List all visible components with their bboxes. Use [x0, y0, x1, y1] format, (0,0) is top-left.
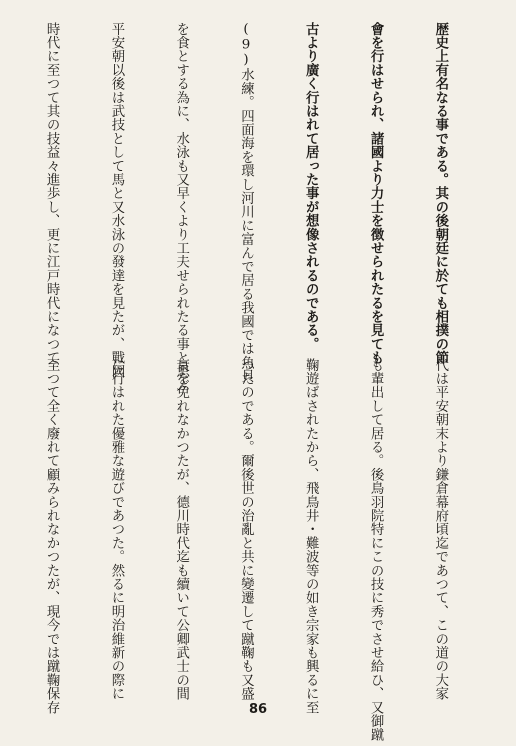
text-column: 古より廣く行はれて居った事が想像されるのである。 — [303, 22, 320, 351]
text-column: も輩出して居る。後鳥羽院特にこの技に秀でさせ給ひ、又御蹴 — [368, 358, 384, 742]
text-column: を食とする為に、水泳も又早くより工夫せられたる事と思ぶ — [173, 22, 189, 392]
text-column: 衰を免れなかつたが、德川時代迄も續いて公卿武士の間 — [173, 358, 189, 701]
text-column: 至つて全く廢れて顧みられなかつたが、現今では蹴鞠保存 — [44, 358, 60, 715]
top-text-band — [32, 22, 494, 392]
text-column: つたのである。爾後世の治亂と共に變遷して蹴鞠も又盛 — [238, 358, 254, 701]
text-column: (9)水練。四面海を環し河川に富んで居る我國では魚貝 — [238, 22, 254, 383]
text-column: 鞠遊ばされたから、飛鳥井・難波等の如き宗家も興るに至 — [303, 358, 319, 715]
text-column: 會を行はせられ、諸國より力士を徴せられたるを見ても — [368, 22, 385, 365]
text-column: に行はれた優雅な遊びであつた。然るに明治維新の際に — [108, 358, 124, 701]
page-number: 86 — [248, 702, 268, 717]
text-column: 代は平安朝末より鎌倉幕府頃迄であつて、この道の大家 — [432, 358, 448, 701]
text-column: 平安朝以後は武技として馬と又水泳の發達を見たが、戰國 — [108, 22, 124, 379]
text-column: 時代に至つて其の技益々進歩し、更に江戸時代になつて — [44, 22, 60, 365]
text-column: 歴史上有名なる事である。其の後朝廷に於ても相撲の節 — [432, 22, 449, 365]
